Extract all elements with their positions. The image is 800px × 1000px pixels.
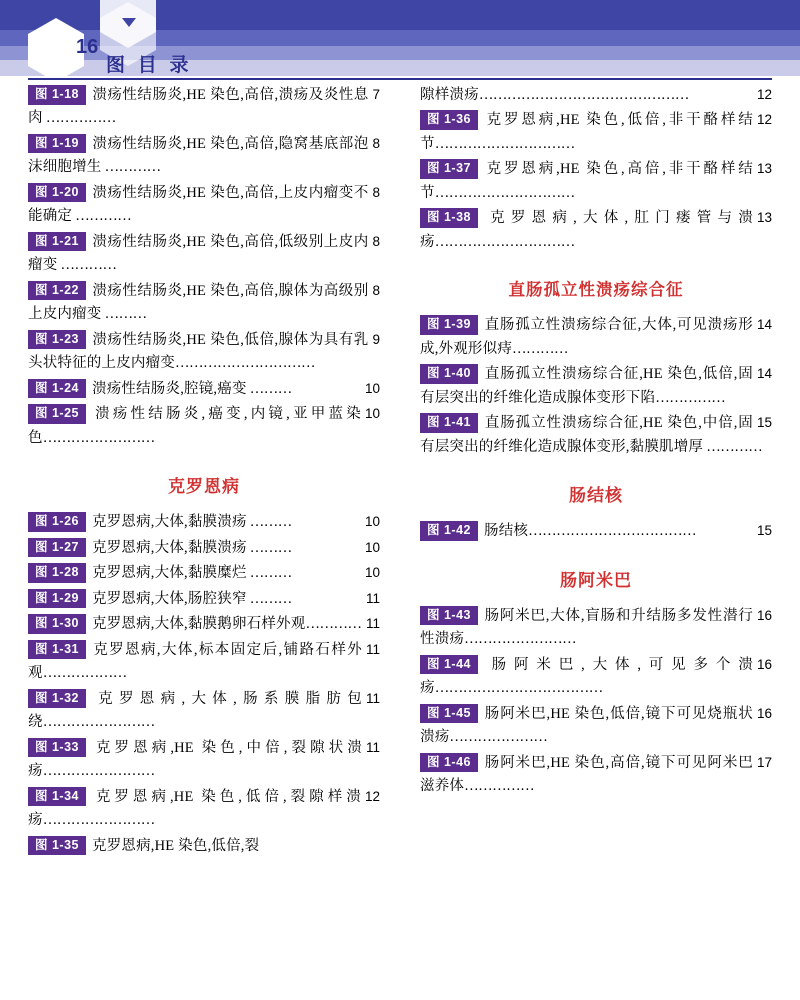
toc-page-number: 8 bbox=[372, 184, 380, 200]
toc-entry[interactable] bbox=[420, 363, 772, 410]
toc-entry-text: 溃疡性结肠炎,HE 染色,高倍,上皮内瘤变不能确定 bbox=[28, 184, 369, 225]
toc-entry-text: 克罗恩病,大体,黏膜糜烂 bbox=[92, 565, 247, 582]
leader-dots: …………………… bbox=[42, 763, 155, 780]
toc-page-number: 12 bbox=[364, 788, 380, 804]
toc-page-number: 10 bbox=[364, 514, 380, 530]
toc-entry-text: 肠阿米巴,大体,可见多个溃疡 bbox=[420, 656, 753, 697]
toc-page-number: 13 bbox=[756, 161, 772, 177]
toc-entry-text: 直肠孤立性溃疡综合征,大体,可见溃疡形成,外观形似痔 bbox=[420, 317, 753, 357]
figure-tag: 图 1-29 bbox=[28, 589, 86, 609]
leader-dots: ……… bbox=[101, 306, 147, 323]
toc-page-number: 12 bbox=[756, 87, 772, 102]
toc-entry-text: 肠阿米巴,HE 染色,低倍,镜下可见烧瓶状溃疡 bbox=[420, 705, 753, 746]
figure-tag: 图 1-39 bbox=[420, 315, 478, 335]
toc-entry[interactable] bbox=[420, 158, 772, 205]
toc-entry[interactable] bbox=[28, 231, 380, 278]
toc-entry-text: 克罗恩病,HE 染色,低倍,裂隙样溃疡 bbox=[28, 788, 361, 829]
figure-tag: 图 1-34 bbox=[28, 787, 86, 807]
figure-tag: 图 1-37 bbox=[420, 159, 478, 179]
toc-page-number: 16 bbox=[756, 656, 772, 672]
leader-dots: ………………………… bbox=[175, 355, 315, 372]
leader-dots: ……… bbox=[246, 380, 292, 397]
toc-entry[interactable] bbox=[28, 588, 380, 611]
toc-columns bbox=[28, 84, 772, 984]
leader-dots: ……………………………………… bbox=[478, 87, 689, 103]
toc-entry-text: 溃疡性结肠炎,腔镜,癌变 bbox=[92, 380, 247, 397]
toc-entry-text: 克罗恩病,大体,肠系膜脂肪包绕 bbox=[28, 690, 362, 731]
figure-tag: 图 1-43 bbox=[420, 606, 478, 626]
toc-entry-text: 克罗恩病,大体,肠腔狭窄 bbox=[92, 590, 247, 607]
leader-dots: ………………………… bbox=[434, 233, 575, 250]
toc-column-left bbox=[28, 84, 380, 860]
header-divider bbox=[28, 78, 772, 80]
toc-entry[interactable] bbox=[28, 511, 380, 534]
toc-entry-text: 溃疡性结肠炎,HE 染色,高倍,隐窝基底部泡沫细胞增生 bbox=[28, 135, 369, 176]
toc-entry[interactable] bbox=[28, 639, 380, 686]
leader-dots: …………… bbox=[655, 389, 726, 406]
toc-page-number: 11 bbox=[365, 616, 380, 632]
toc-entry[interactable] bbox=[28, 84, 380, 131]
toc-entry[interactable] bbox=[420, 412, 772, 459]
toc-entry-text: 克罗恩病,HE 染色,高倍,非干酪样结节 bbox=[420, 161, 753, 201]
toc-page-number: 15 bbox=[756, 523, 772, 539]
leader-dots: …………… bbox=[42, 110, 116, 127]
toc-page-number: 14 bbox=[756, 317, 772, 333]
toc-page-number: 12 bbox=[756, 112, 772, 128]
leader-dots: ………… bbox=[57, 257, 117, 274]
figure-tag: 图 1-32 bbox=[28, 689, 86, 709]
toc-entry[interactable] bbox=[28, 329, 380, 376]
figure-tag: 图 1-25 bbox=[28, 404, 86, 424]
toc-page-number: 8 bbox=[372, 135, 380, 151]
leader-dots: ………… bbox=[72, 208, 132, 225]
toc-entry[interactable] bbox=[28, 537, 380, 560]
figure-tag: 图 1-19 bbox=[28, 134, 86, 154]
figure-tag: 图 1-41 bbox=[420, 413, 478, 433]
figure-tag: 图 1-31 bbox=[28, 640, 86, 660]
toc-page-number: 7 bbox=[372, 87, 380, 102]
toc-page-number: 16 bbox=[756, 607, 772, 623]
toc-column-right bbox=[420, 84, 772, 801]
toc-entry-text: 溃疡性结肠炎,HE 染色,低倍,腺体为具有乳头状特征的上皮内瘤变 bbox=[28, 331, 369, 372]
figure-tag: 图 1-33 bbox=[28, 738, 86, 758]
section-heading-amebiasis: 肠阿米巴 bbox=[560, 570, 632, 590]
figure-tag: 图 1-24 bbox=[28, 379, 86, 399]
leader-dots: ……………………………… bbox=[528, 523, 697, 540]
figure-tag: 图 1-35 bbox=[28, 836, 86, 856]
page-number: 16 bbox=[76, 36, 99, 58]
chevron-down-icon bbox=[122, 18, 136, 27]
toc-page-number: 10 bbox=[364, 565, 380, 581]
toc-entry-text: 溃疡性结肠炎,HE 染色,高倍,溃疡及炎性息肉 bbox=[28, 87, 369, 127]
toc-entry-text: 克罗恩病,HE 染色,低倍,非干酪样结节 bbox=[420, 112, 753, 152]
leader-dots: ……… bbox=[246, 590, 292, 607]
figure-tag: 图 1-27 bbox=[28, 538, 86, 558]
leader-dots: ……… bbox=[246, 565, 292, 582]
toc-entry[interactable] bbox=[420, 654, 772, 701]
toc-page-number: 14 bbox=[756, 366, 772, 382]
toc-page-number: 11 bbox=[365, 641, 380, 657]
toc-entry-text: 直肠孤立性溃疡综合征,HE 染色,低倍,固有层突出的纤维化造成腺体变形下陷 bbox=[420, 366, 753, 406]
leader-dots: ………… bbox=[512, 340, 569, 357]
leader-dots: ……… bbox=[246, 539, 292, 556]
page-title: 图 目 录 bbox=[106, 55, 193, 76]
toc-page-number: 8 bbox=[372, 233, 380, 249]
toc-entry-text: 溃疡性结肠炎,癌变,内镜,亚甲蓝染色 bbox=[28, 406, 361, 446]
toc-page-number: 10 bbox=[364, 380, 380, 396]
leader-dots: ……… bbox=[246, 514, 292, 531]
toc-entry-text: 隙样溃疡 bbox=[420, 87, 479, 103]
toc-entry[interactable] bbox=[28, 737, 380, 784]
figure-tag: 图 1-30 bbox=[28, 614, 86, 634]
toc-page-number: 11 bbox=[365, 590, 380, 606]
figure-tag: 图 1-23 bbox=[28, 330, 86, 350]
figure-tag: 图 1-46 bbox=[420, 753, 478, 773]
toc-entry[interactable] bbox=[28, 562, 380, 585]
leader-dots: ……………… bbox=[42, 665, 127, 682]
toc-entry[interactable] bbox=[28, 133, 380, 180]
toc-entry-text: 肠结核 bbox=[484, 523, 529, 540]
section-heading-solitary-rectal-ulcer: 直肠孤立性溃疡综合征 bbox=[508, 280, 684, 300]
leader-dots: ………… bbox=[703, 438, 763, 455]
leader-dots: ………………………… bbox=[434, 184, 575, 201]
leader-dots: ………… bbox=[305, 616, 362, 633]
leader-dots: …………………… bbox=[464, 631, 577, 648]
figure-tag: 图 1-28 bbox=[28, 563, 86, 583]
toc-entry[interactable] bbox=[420, 314, 772, 361]
toc-entry[interactable] bbox=[28, 280, 380, 327]
toc-entry[interactable] bbox=[28, 786, 380, 833]
toc-entry-continuation[interactable] bbox=[420, 84, 772, 107]
leader-dots: ………………………… bbox=[434, 135, 575, 152]
toc-entry[interactable] bbox=[28, 403, 380, 450]
figure-tag: 图 1-44 bbox=[420, 655, 478, 675]
toc-page-number: 10 bbox=[364, 539, 380, 555]
toc-page-number: 10 bbox=[364, 406, 380, 422]
toc-page-number: 9 bbox=[372, 331, 380, 347]
toc-entry[interactable] bbox=[420, 520, 772, 543]
toc-entry-text: 克罗恩病,大体,黏膜溃疡 bbox=[92, 539, 247, 556]
figure-tag: 图 1-18 bbox=[28, 85, 86, 105]
toc-entry[interactable] bbox=[420, 703, 772, 750]
toc-entry-text: 肠阿米巴,HE 染色,高倍,镜下可见阿米巴滋养体 bbox=[420, 754, 753, 795]
figure-tag: 图 1-21 bbox=[28, 232, 86, 252]
figure-tag: 图 1-20 bbox=[28, 183, 86, 203]
toc-entry-text: 克罗恩病,HE 染色,低倍,裂 bbox=[92, 837, 260, 854]
toc-entry[interactable] bbox=[28, 182, 380, 229]
toc-entry-text: 克罗恩病,大体,黏膜溃疡 bbox=[92, 514, 247, 531]
toc-page-number: 17 bbox=[756, 754, 772, 770]
toc-page-number: 13 bbox=[756, 210, 772, 226]
leader-dots: …………………… bbox=[42, 714, 155, 731]
toc-page-number: 11 bbox=[365, 690, 380, 706]
figure-tag: 图 1-22 bbox=[28, 281, 86, 301]
leader-dots: …………………… bbox=[42, 812, 155, 829]
toc-page-number: 15 bbox=[756, 415, 772, 431]
toc-entry[interactable] bbox=[420, 109, 772, 156]
toc-page-number: 16 bbox=[756, 705, 772, 721]
figure-tag: 图 1-36 bbox=[420, 110, 478, 130]
toc-entry-text: 溃疡性结肠炎,HE 染色,高倍,腺体为高级别上皮内瘤变 bbox=[28, 282, 369, 323]
toc-entry-text: 克罗恩病,大体,标本固定后,铺路石样外观 bbox=[28, 641, 362, 682]
toc-entry-text: 克罗恩病,大体,黏膜鹅卵石样外观 bbox=[92, 616, 306, 633]
figure-tag: 图 1-26 bbox=[28, 512, 86, 532]
toc-entry[interactable] bbox=[28, 613, 380, 636]
toc-entry[interactable] bbox=[28, 688, 380, 735]
leader-dots: ………… bbox=[101, 159, 161, 176]
toc-page-number: 11 bbox=[365, 739, 380, 755]
toc-entry-text: 直肠孤立性溃疡综合征,HE 染色,中倍,固有层突出的纤维化造成腺体变形,黏膜肌增厚 bbox=[420, 415, 753, 455]
leader-dots: ………………… bbox=[449, 729, 548, 746]
figure-tag: 图 1-45 bbox=[420, 704, 478, 724]
leader-dots: …………………… bbox=[42, 429, 155, 446]
toc-page-number: 8 bbox=[372, 282, 380, 298]
figure-tag: 图 1-38 bbox=[420, 208, 478, 228]
toc-entry-split[interactable] bbox=[28, 835, 380, 858]
toc-entry[interactable] bbox=[420, 605, 772, 652]
toc-entry-text: 克罗恩病,大体,肛门瘘管与溃疡 bbox=[420, 210, 753, 250]
toc-entry-text: 克罗恩病,HE 染色,中倍,裂隙状溃疡 bbox=[28, 739, 362, 780]
toc-entry-text: 肠阿米巴,大体,盲肠和升结肠多发性潜行性溃疡 bbox=[420, 607, 753, 648]
leader-dots: …………… bbox=[464, 778, 535, 795]
section-heading-crohn: 克罗恩病 bbox=[168, 477, 240, 497]
figure-tag: 图 1-40 bbox=[420, 364, 478, 384]
figure-tag: 图 1-42 bbox=[420, 521, 478, 541]
leader-dots: ……………………………… bbox=[434, 680, 603, 697]
toc-entry[interactable] bbox=[420, 207, 772, 254]
toc-entry-text: 溃疡性结肠炎,HE 染色,高倍,低级别上皮内瘤变 bbox=[28, 233, 369, 274]
section-heading-intestinal-tuberculosis: 肠结核 bbox=[569, 486, 623, 506]
toc-entry[interactable] bbox=[28, 378, 380, 401]
toc-entry[interactable] bbox=[420, 752, 772, 799]
